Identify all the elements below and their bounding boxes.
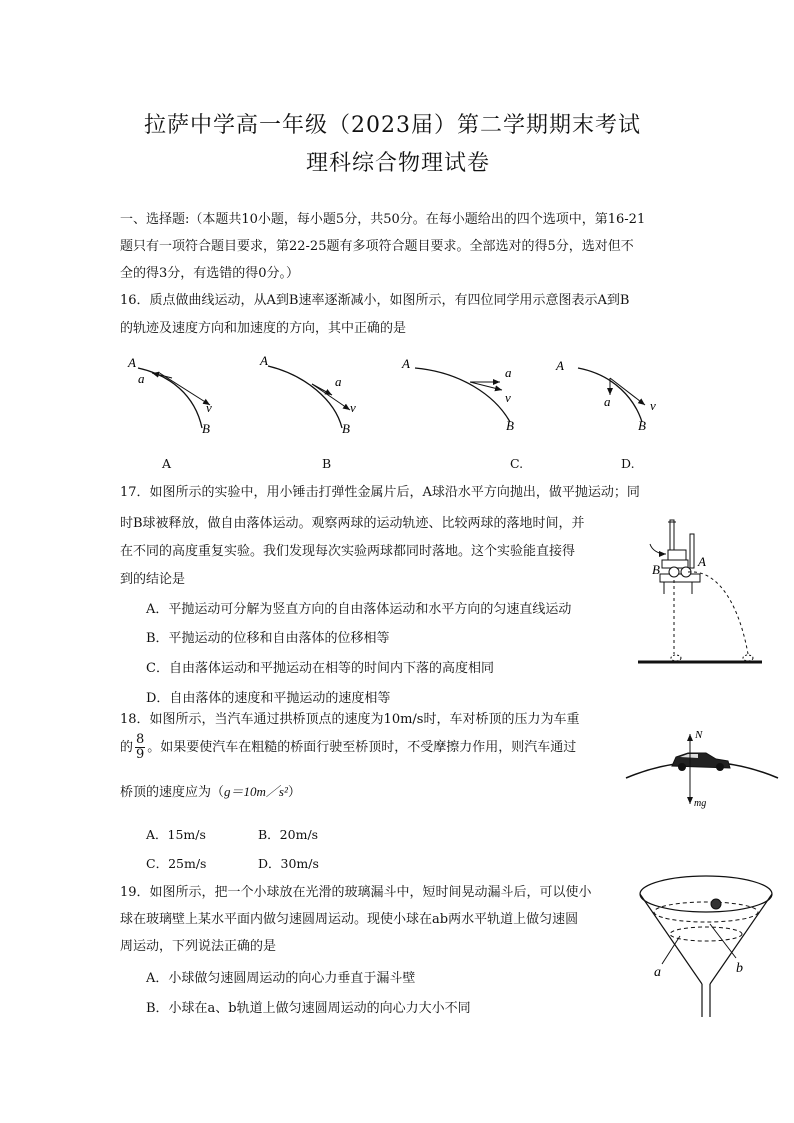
svg-text:a: a bbox=[335, 374, 342, 389]
svg-text:a: a bbox=[654, 965, 661, 980]
svg-text:v: v bbox=[350, 400, 356, 415]
q19-funnel-figure bbox=[632, 872, 782, 1022]
q17-experiment-figure bbox=[630, 514, 770, 669]
q16-stem-line2: 的轨迹及速度方向和加速度的方向，其中正确的是 bbox=[120, 321, 407, 336]
q16-option-a-label: A bbox=[162, 456, 172, 471]
q16-option-b-label: B bbox=[322, 456, 332, 471]
svg-text:B: B bbox=[506, 418, 514, 433]
q16-figure-c bbox=[401, 356, 514, 433]
q17-stem-line2: 时B球被释放，做自由落体运动。观察两球的运动轨迹、比较两球的落地时间，并 bbox=[120, 516, 585, 531]
svg-text:B: B bbox=[652, 562, 660, 577]
page-subtitle: 理科综合物理试卷 bbox=[306, 151, 491, 176]
svg-text:a: a bbox=[604, 394, 611, 409]
q18-stem-line2: 的 $\frac{8}{9}$ 。如果要使汽车在粗糙的桥面行驶至桥顶时，不受摩擦力作用，则汽车通过 bbox=[120, 732, 577, 762]
q19-stem-line2: 球在玻璃壁上某水平面内做匀速圆周运动。现使小球在ab两水平轨道上做匀速圆 bbox=[120, 912, 579, 927]
section-instruction-line2: 题只有一项符合题目要求，第22-25题有多项符合题目要求。全部选对的得5分，选对但不 bbox=[120, 239, 634, 254]
svg-text:A: A bbox=[402, 356, 410, 371]
q17-option-a: A．平抛运动可分解为竖直方向的自由落体运动和水平方向的匀速直线运动 bbox=[146, 602, 572, 617]
q18-option-c: C．25m/s bbox=[146, 856, 207, 871]
svg-text:N: N bbox=[695, 729, 703, 741]
q17-option-d: D．自由落体的速度和平抛运动的速度相等 bbox=[146, 691, 391, 706]
q18-bridge-figure bbox=[622, 726, 782, 816]
svg-text:v: v bbox=[650, 398, 656, 413]
svg-text:B: B bbox=[638, 418, 646, 433]
svg-text:a: a bbox=[505, 365, 512, 380]
svg-text:A: A bbox=[128, 355, 136, 370]
q17-stem-line3: 在不同的高度重复实验。我们发现每次实验两球都同时落地。这个实验能直接得 bbox=[120, 544, 576, 559]
q16-figure-d bbox=[555, 358, 656, 433]
q17-stem-line4: 到的结论是 bbox=[120, 572, 186, 587]
svg-text:A: A bbox=[260, 353, 268, 368]
section-instruction-line1: 一、选择题:（本题共10小题，每小题5分，共50分。在每小题给出的四个选项中，第16-21 bbox=[120, 212, 646, 227]
q16-option-d-label: D. bbox=[621, 456, 635, 471]
q19-stem-line1: 19．如图所示，把一个小球放在光滑的玻璃漏斗中，短时间晃动漏斗后，可以使小 bbox=[120, 885, 592, 900]
q17-option-c: C．自由落体运动和平抛运动在相等的时间内下落的高度相同 bbox=[146, 661, 494, 676]
svg-text:v: v bbox=[505, 390, 511, 405]
svg-text:mg: mg bbox=[694, 798, 707, 809]
svg-text:a: a bbox=[138, 371, 145, 386]
q18-stem-line1: 18．如图所示，当汽车通过拱桥顶点的速度为10m/s时，车对桥顶的压力为车重 bbox=[120, 712, 580, 727]
svg-text:B: B bbox=[202, 421, 210, 436]
q18-fraction: $\frac{8}{9}$ bbox=[136, 732, 145, 762]
q19-stem-line3: 周运动，下列说法正确的是 bbox=[120, 939, 277, 954]
svg-text:b: b bbox=[736, 961, 743, 976]
svg-text:A: A bbox=[698, 554, 706, 569]
q19-option-b: B．小球在a、b轨道上做匀速圆周运动的向心力大小不同 bbox=[146, 1001, 471, 1016]
q16-figure-b bbox=[259, 353, 356, 436]
svg-text:B: B bbox=[342, 421, 350, 436]
section-instruction-line3: 全的得3分，有选错的得0分。） bbox=[120, 266, 300, 281]
q16-trajectory-figures bbox=[110, 350, 670, 440]
q17-stem-line1: 17．如图所示的实验中，用小锤击打弹性金属片后，A球沿水平方向抛出，做平抛运动；同 bbox=[120, 485, 640, 500]
svg-text:v: v bbox=[206, 400, 212, 415]
page-title: 拉萨中学高一年级（2023届）第二学期期末考试 bbox=[144, 113, 641, 138]
q19-option-a: A．小球做匀速圆周运动的向心力垂直于漏斗壁 bbox=[146, 971, 416, 986]
q17-option-b: B．平抛运动的位移和自由落体的位移相等 bbox=[146, 631, 390, 646]
q16-stem-line1: 16．质点做曲线运动，从A到B速率逐渐减小，如图所示，有四位同学用示意图表示A到B bbox=[120, 293, 630, 308]
q16-figure-a bbox=[127, 355, 212, 436]
q18-option-a: A．15m/s bbox=[146, 827, 206, 842]
q16-option-c-label: C. bbox=[510, 456, 524, 471]
q18-option-b: B．20m/s bbox=[258, 827, 319, 842]
svg-text:A: A bbox=[556, 358, 564, 373]
q18-option-d: D．30m/s bbox=[258, 856, 319, 871]
q18-stem-line3: 桥顶的速度应为（g＝10m／s²） bbox=[120, 784, 301, 800]
